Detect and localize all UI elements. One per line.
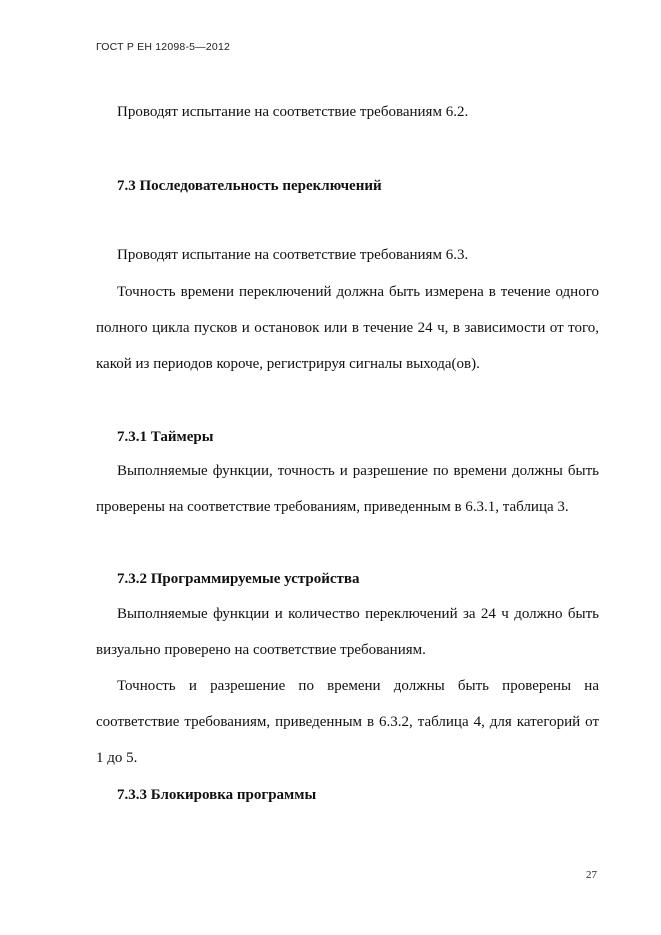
- paragraph-time-resolution: [96, 668, 599, 776]
- section-heading-7-3: [96, 176, 599, 196]
- heading-text: 7.3.3 Блокировка программы: [117, 787, 317, 803]
- paragraph-requirements-6-3: [96, 237, 599, 273]
- paragraph-text: Выполняемые функции и количество переключений за 24 ч должно быть визуально проверено на соответствие требованиям.: [96, 606, 599, 658]
- paragraph-text: Точность времени переключений должна быть измерена в течение одного полного цикла пусков и остановок или в течение 24 ч, в зависимости от того, какой из периодов короче, регистрируя сигналы выхода(ов).: [96, 284, 599, 372]
- paragraph-requirements-6-2: [96, 94, 599, 130]
- paragraph-timers: [96, 453, 599, 525]
- subsection-heading-7-3-2: [96, 569, 599, 589]
- subsection-heading-7-3-3: [96, 785, 599, 805]
- paragraph-text: Проводят испытание на соответствие требованиям 6.2.: [117, 104, 469, 120]
- page-number: 27: [586, 869, 597, 881]
- paragraph-text: Проводят испытание на соответствие требованиям 6.3.: [117, 247, 469, 263]
- heading-text: 7.3 Последовательность переключений: [117, 178, 382, 194]
- heading-text: 7.3.1 Таймеры: [117, 429, 214, 445]
- paragraph-text: Выполняемые функции, точность и разрешение по времени должны быть проверены на соответствие требованиям, приведенным в 6.3.1, таблица 3.: [96, 463, 599, 515]
- heading-text: 7.3.2 Программируемые устройства: [117, 571, 360, 587]
- paragraph-switching-accuracy: [96, 274, 599, 382]
- paragraph-programmable-devices: [96, 596, 599, 668]
- subsection-heading-7-3-1: [96, 427, 599, 447]
- paragraph-text: Точность и разрешение по времени должны быть проверены на соответствие требованиям, приведенным в 6.3.2, таблица 4, для категорий от 1 до 5.: [96, 678, 599, 766]
- standard-header: ГОСТ Р ЕН 12098-5—2012: [96, 41, 231, 53]
